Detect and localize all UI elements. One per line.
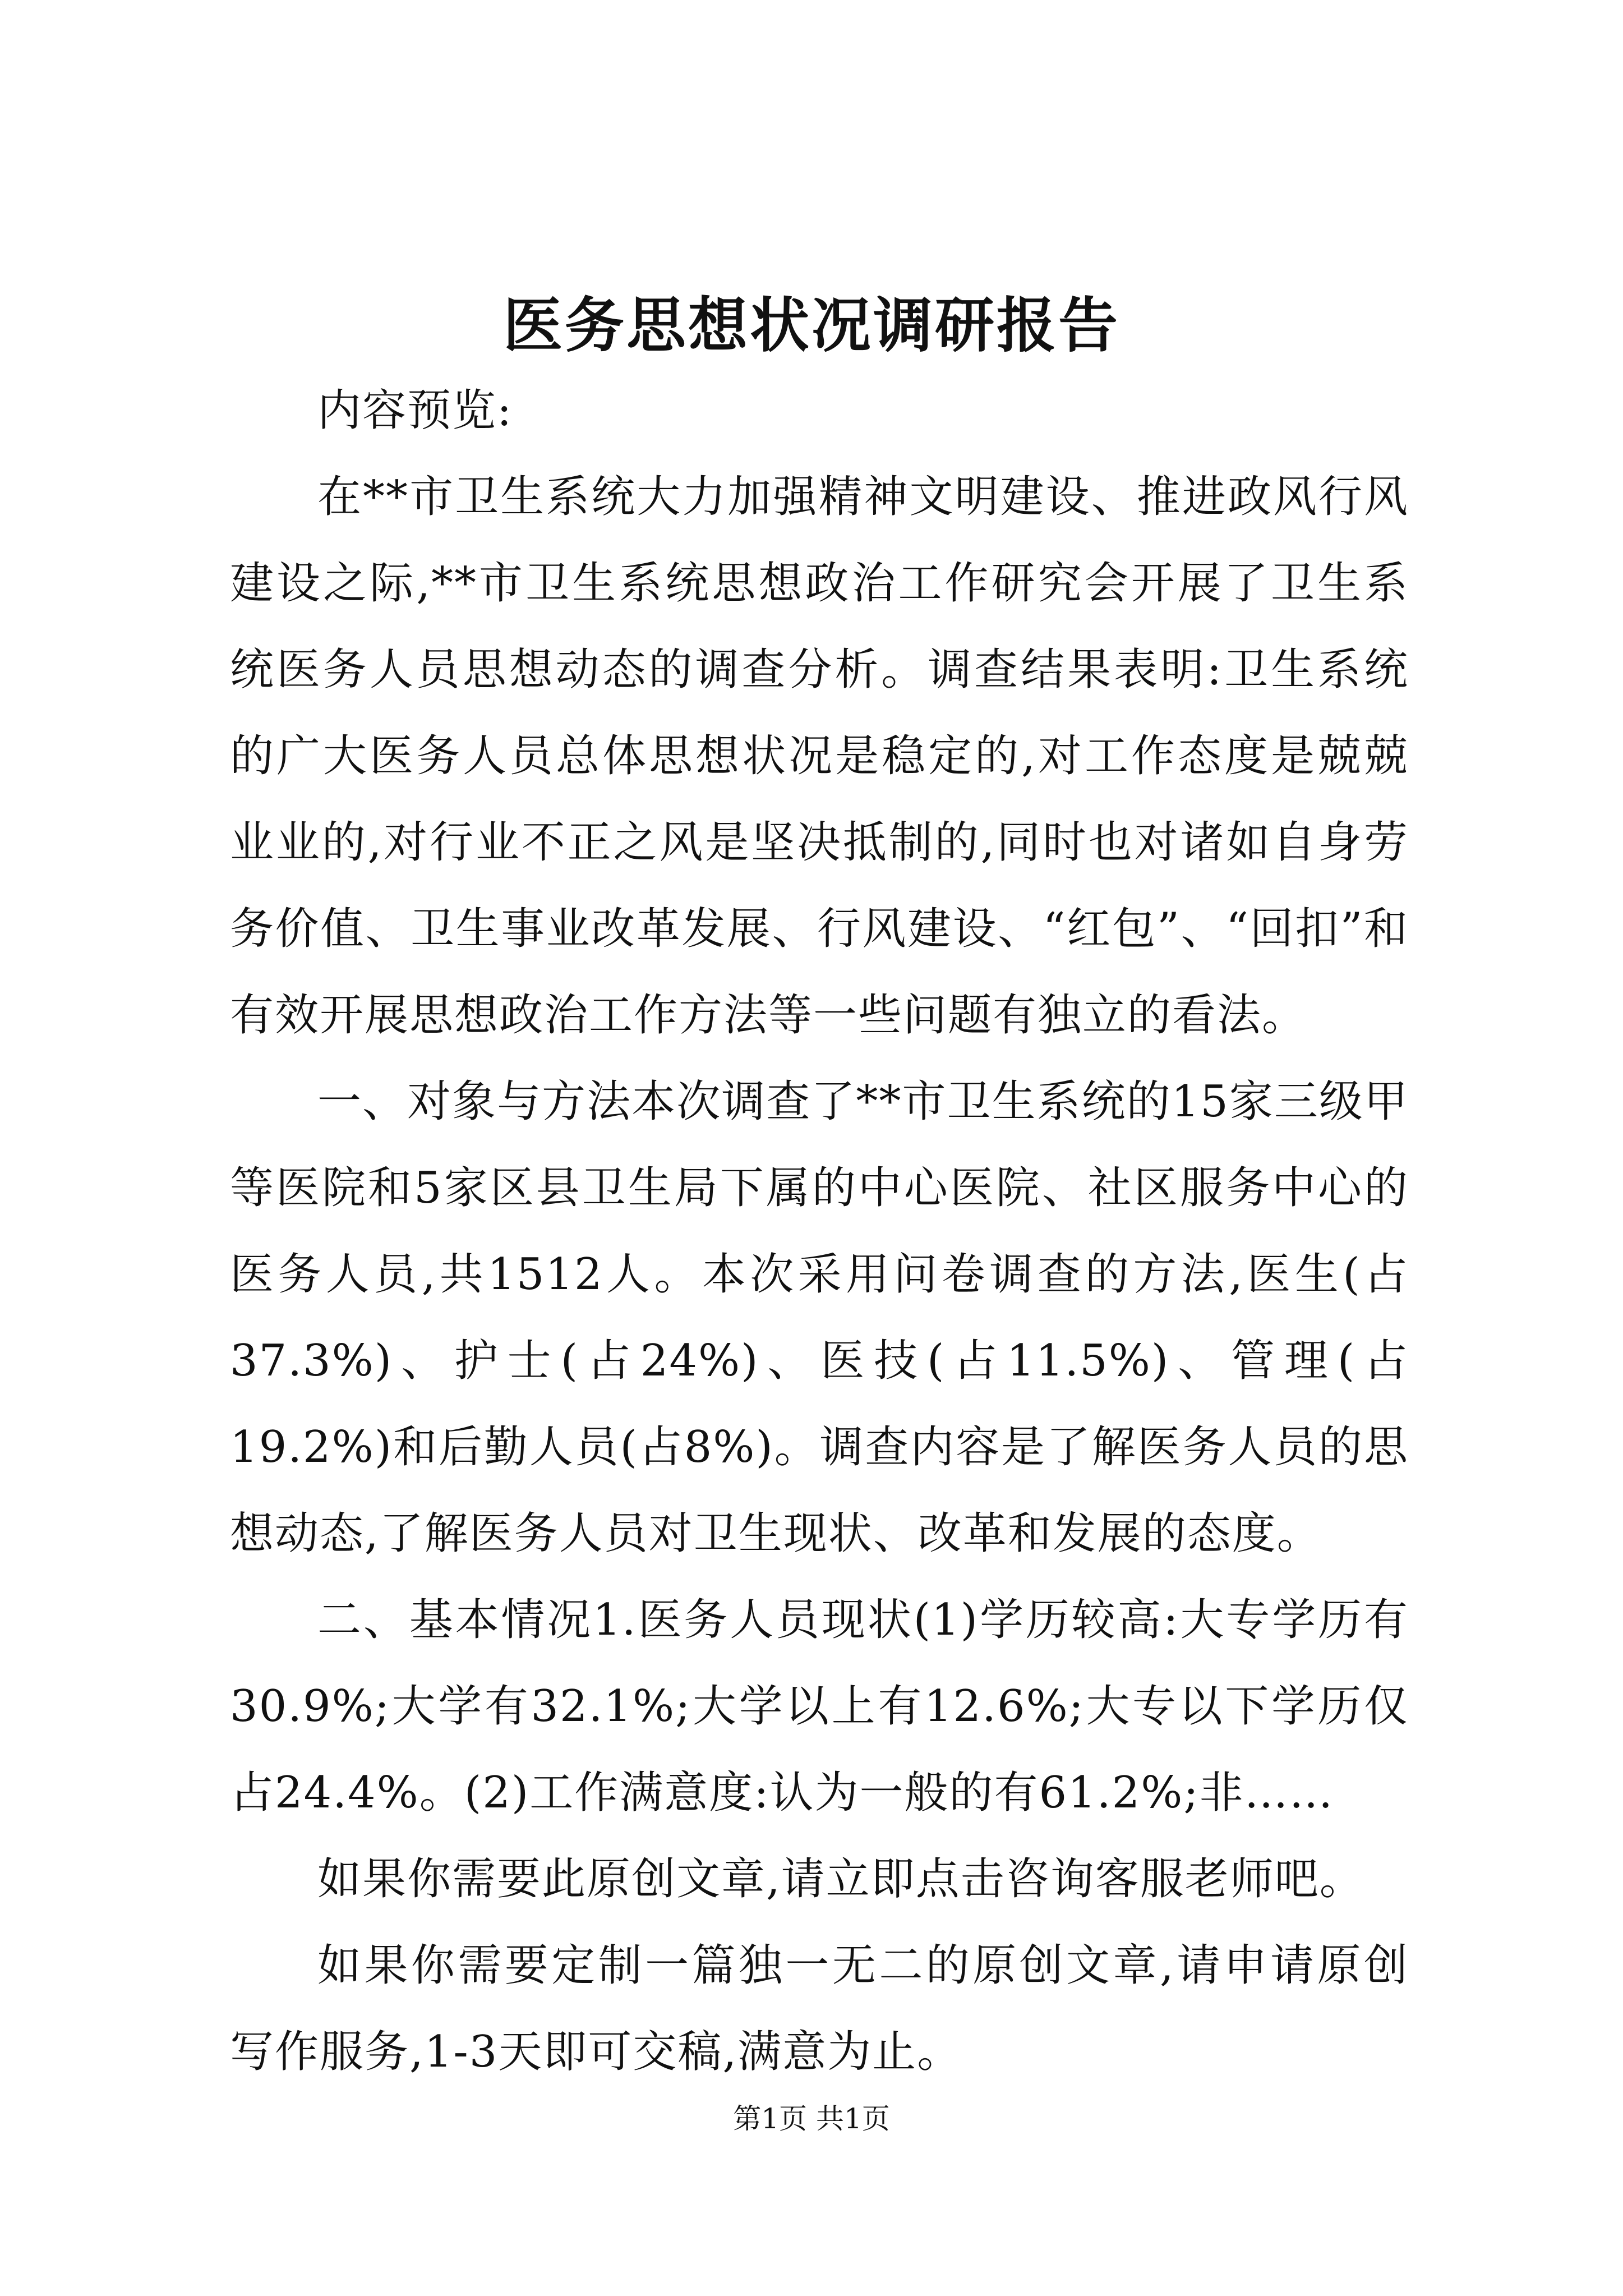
document-body	[230, 367, 1409, 2095]
preview-label: 内容预览:	[317, 385, 513, 436]
paragraph-basic-situation: 二、基本情况1.医务人员现状(1)学历较高:大专学历有30.9%;大学有32.1%;大学以上有12.6%;大专以下学历仅占24.4%。(2)工作满意度:认为一般的有61.2%;非……	[230, 1595, 1409, 1818]
page-footer: 第1页 共1页	[733, 2102, 890, 2135]
page-title: 医务思想状况调研报告	[503, 290, 1120, 360]
paragraph-custom-writing: 如果你需要定制一篇独一无二的原创文章,请申请原创写作服务,1-3天即可交稿,满意为止。	[230, 1940, 1409, 2077]
paragraph-intro: 在**市卫生系统大力加强精神文明建设、推进政风行风建设之际,**市卫生系统思想政治工作研究会开展了卫生系统医务人员思想动态的调查分析。调查结果表明:卫生系统的广大医务人员总体思想状况是稳定的,对工作态度是兢兢业业的,对行业不正之风是坚决抵制的,同时也对诸如自身劳务价值、卫生事业改革发展、行风建设、“红包”、“回扣”和有效开展思想政治工作方法等一些问题有独立的看法。	[230, 472, 1409, 1041]
paragraph-subjects-methods: 一、对象与方法本次调查了**市卫生系统的15家三级甲等医院和5家区县卫生局下属的中心医院、社区服务中心的医务人员,共1512人。本次采用问卷调查的方法,医生(占37.3%)、护士(占24%)、医技(占11.5%)、管理(占19.2%)和后勤人员(占8%)。调查内容是了解医务人员的思想动态,了解医务人员对卫生现状、改革和发展的态度。	[230, 1076, 1409, 1559]
paragraph-consult-link[interactable]: 如果你需要此原创文章,请立即点击咨询客服老师吧。	[317, 1854, 1364, 1904]
